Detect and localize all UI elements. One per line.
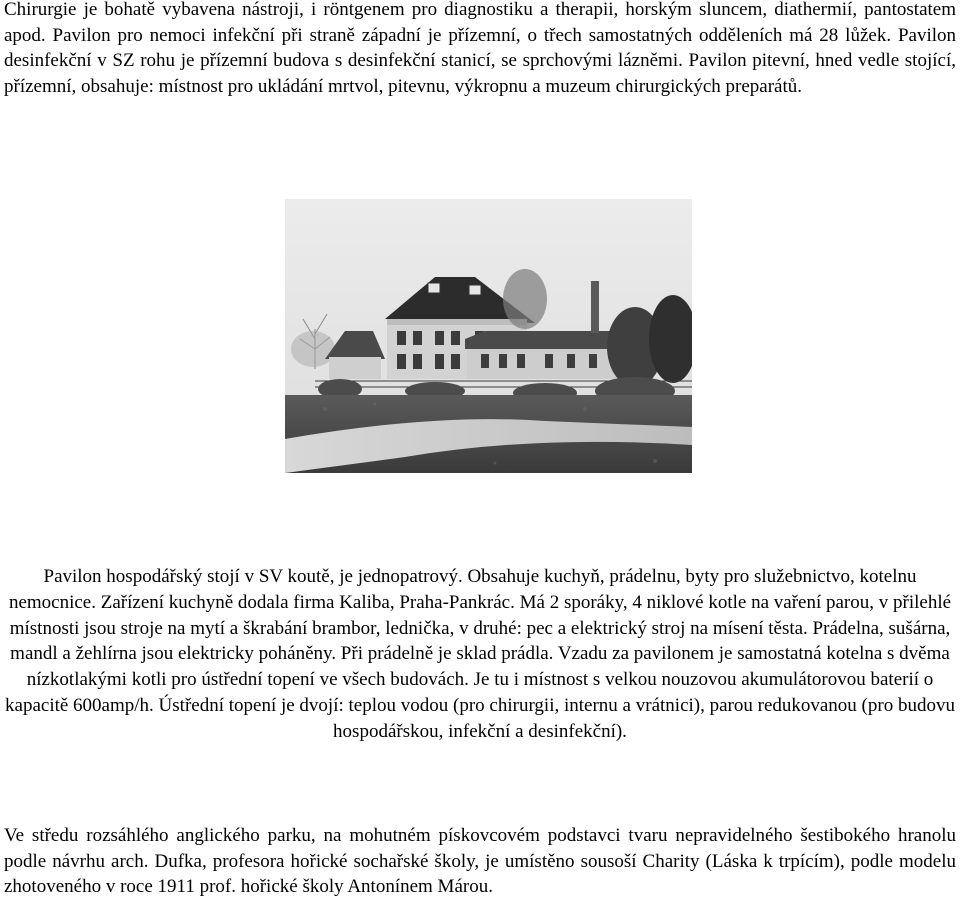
paragraph-park-statue: Ve středu rozsáhlého anglického parku, na mohutném pískovcovém podstavci tvaru nepravidelného šestibokého hranolu podle návrhu arch. Dufka, profesora hořické sochařské školy, je umístěno sousoší Charity (Láska k trpícím), podle modelu zhotoveného v roce 1911 prof. hořické školy Antonínem Márou. <box>4 825 956 897</box>
building-photo <box>285 199 692 473</box>
paragraph-economic-pavilion: Pavilon hospodářský stojí v SV koutě, je jednopatrový. Obsahuje kuchyň, prádelnu, byty pro služebnictvo, kotelnu nemocnice. Zařízení kuchyně dodala firma Kaliba, Praha-Pankrác. Má 2 sporáky, 4 niklové kotle na vaření parou, v přilehlé místnosti jsou stroje na mytí a škrabání brambor, lednička, v druhé: pec a elektrický stroj na mísení těsta. Prádelna, sušárna, mandl a žehlírna jsou elektricky poháněny. Při prádelně je sklad prádla. Vzadu za pavilonem je samostatná kotelna s dvěma nízkotlakými kotli pro ústřední topení ve všech budovách. Je tu i místnost s velkou nouzovou akumulátorovou baterií o kapacitě 600amp/h. Ústřední topení je dvojí: teplou vodou (pro chirurgii, internu a vrátnici), parou redukovanou (pro budovu hospodářskou, infekční a desinfekční). <box>5 566 955 742</box>
paragraph-surgery-pavilions: Chirurgie je bohatě vybavena nástroji, i röntgenem pro diagnostiku a therapii, horským sluncem, diathermií, pantostatem apod. Pavilon pro nemoci infekční při straně západní je přízemní, o třech samostatných odděleních má 28 lůžek. Pavilon desinfekční v SZ rohu je přízemní budova s desinfekční stanicí, se sprchovými lázněmi. Pavilon pitevní, hned vedle stojící, přízemní, obsahuje: místnost pro ukládání mrtvol, pitevnu, výkropnu a muzeum chirurgických preparátů. <box>4 0 956 97</box>
